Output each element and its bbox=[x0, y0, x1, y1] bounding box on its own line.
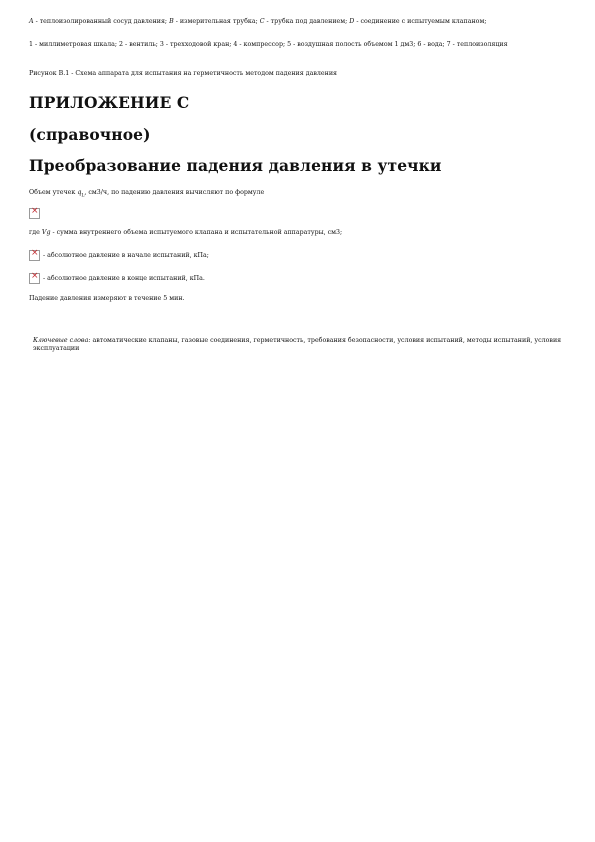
p-end-definition bbox=[29, 273, 205, 284]
figure-caption: Рисунок В.1 - Схема аппарата для испытания на герметичность методом падения давления bbox=[29, 70, 337, 77]
where-after: - сумма внутреннего объема испытуемого клапана и испытательной аппаратуры, см3; bbox=[50, 229, 343, 236]
broken-image-p-start-icon bbox=[29, 250, 40, 261]
appendix-type: (справочное) bbox=[29, 125, 151, 144]
broken-image-formula-icon bbox=[29, 208, 40, 219]
intro-after: , см3/ч, по падению давления вычисляют по формуле bbox=[84, 189, 265, 196]
keywords bbox=[33, 337, 569, 353]
legend-var-b: B bbox=[169, 18, 174, 25]
intro-before: Объем утечек bbox=[29, 189, 78, 196]
legend-text-a: - теплоизолированный сосуд давления; bbox=[33, 18, 170, 25]
p-end-text: - абсолютное давление в конце испытаний, кПа. bbox=[43, 274, 205, 282]
appendix-label: ПРИЛОЖЕНИЕ С bbox=[29, 93, 190, 112]
where-before: где bbox=[29, 229, 42, 236]
legend-var-d: D bbox=[349, 18, 355, 25]
legend-var-a: A bbox=[29, 18, 34, 25]
figure-legend-letters bbox=[29, 18, 569, 26]
figure-legend-numbers: 1 - миллиметровая шкала; 2 - вентиль; 3 - трехходовой кран; 4 - компрессор; 5 - воздушная полость объемом 1 дм3; 6 - вода; 7 - теплоизоляция bbox=[29, 41, 508, 48]
keywords-text: автоматические клапаны, газовые соединения, герметичность, требования безопасности, условия испытаний, методы испытаний, условия эксплуатации bbox=[33, 337, 562, 352]
broken-image-p-end-icon bbox=[29, 273, 40, 284]
p-start-text: - абсолютное давление в начале испытаний, кПа; bbox=[43, 251, 209, 259]
formula-where bbox=[29, 229, 569, 237]
where-variable: Vg bbox=[41, 229, 51, 236]
legend-var-c: C bbox=[259, 18, 265, 25]
keywords-label: Ключевые слова: bbox=[33, 337, 91, 344]
legend-text-d: - соединение с испытуемым клапаном; bbox=[354, 18, 487, 25]
p-start-definition bbox=[29, 250, 209, 261]
measurement-note: Падение давления измеряют в течение 5 мин. bbox=[29, 295, 185, 302]
formula-intro bbox=[29, 189, 569, 200]
legend-text-c: - трубка под давлением; bbox=[264, 18, 350, 25]
intro-subscript: L bbox=[81, 193, 85, 199]
appendix-title: Преобразование падения давления в утечки bbox=[29, 156, 442, 175]
legend-text-b: - измерительная трубка; bbox=[173, 18, 260, 25]
intro-variable: q bbox=[77, 189, 82, 196]
